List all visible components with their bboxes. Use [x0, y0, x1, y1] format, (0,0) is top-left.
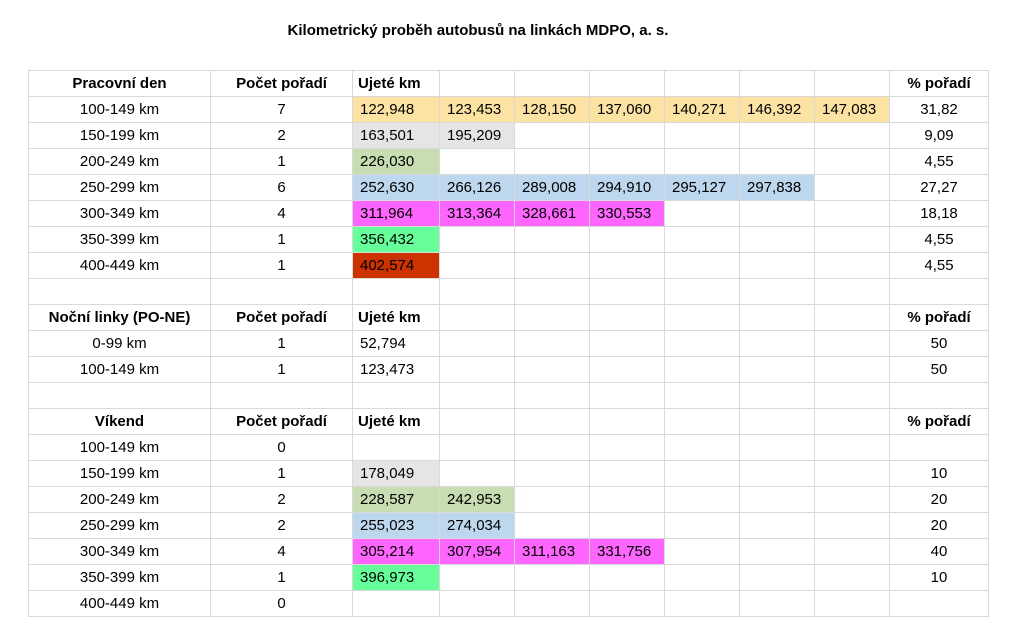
route-count: 1 — [211, 149, 353, 175]
empty-cell — [590, 409, 665, 435]
km-value-cell: 255,023 — [353, 513, 440, 539]
empty-cell — [590, 487, 665, 513]
empty-cell — [815, 123, 890, 149]
empty-cell — [665, 123, 740, 149]
empty-cell — [211, 279, 353, 305]
empty-cell — [515, 461, 590, 487]
empty-cell — [740, 461, 815, 487]
km-value-cell: 313,364 — [440, 201, 515, 227]
km-value-cell: 274,034 — [440, 513, 515, 539]
empty-cell — [353, 435, 440, 461]
km-value-cell: 178,049 — [353, 461, 440, 487]
route-count: 1 — [211, 331, 353, 357]
empty-cell — [590, 227, 665, 253]
km-value-cell: 356,432 — [353, 227, 440, 253]
km-range: 250-299 km — [29, 175, 211, 201]
empty-cell — [665, 539, 740, 565]
empty-cell — [515, 149, 590, 175]
section-title: Noční linky (PO-NE) — [29, 305, 211, 331]
km-value-cell: 147,083 — [815, 97, 890, 123]
percent-value: 4,55 — [890, 227, 989, 253]
empty-cell — [353, 383, 440, 409]
empty-cell — [515, 409, 590, 435]
empty-cell — [211, 383, 353, 409]
percent-value: 4,55 — [890, 149, 989, 175]
route-count: 6 — [211, 175, 353, 201]
km-value-cell: 289,008 — [515, 175, 590, 201]
empty-cell — [815, 539, 890, 565]
km-value-cell: 295,127 — [665, 175, 740, 201]
route-count: 2 — [211, 513, 353, 539]
km-header: Ujeté km — [353, 71, 440, 97]
empty-cell — [590, 461, 665, 487]
empty-cell — [665, 227, 740, 253]
table-row — [29, 331, 989, 357]
section-header-row — [29, 409, 989, 435]
empty-cell — [353, 591, 440, 617]
km-range: 300-349 km — [29, 539, 211, 565]
empty-cell — [740, 435, 815, 461]
km-range: 200-249 km — [29, 149, 211, 175]
km-value-cell: 294,910 — [590, 175, 665, 201]
empty-cell — [740, 123, 815, 149]
km-range: 0-99 km — [29, 331, 211, 357]
empty-cell — [590, 565, 665, 591]
empty-cell — [890, 279, 989, 305]
table-row — [29, 201, 989, 227]
empty-cell — [665, 305, 740, 331]
empty-cell — [29, 383, 211, 409]
km-value-cell: 266,126 — [440, 175, 515, 201]
empty-cell — [815, 565, 890, 591]
percent-value: 31,82 — [890, 97, 989, 123]
percent-value — [890, 435, 989, 461]
empty-cell — [590, 591, 665, 617]
empty-cell — [590, 279, 665, 305]
empty-cell — [815, 435, 890, 461]
percent-value: 18,18 — [890, 201, 989, 227]
route-count: 7 — [211, 97, 353, 123]
empty-cell — [515, 331, 590, 357]
empty-cell — [740, 591, 815, 617]
table-row — [29, 435, 989, 461]
table-row — [29, 461, 989, 487]
table-row — [29, 97, 989, 123]
empty-cell — [515, 513, 590, 539]
km-range: 150-199 km — [29, 461, 211, 487]
route-count: 2 — [211, 123, 353, 149]
empty-cell — [815, 357, 890, 383]
percent-value: 27,27 — [890, 175, 989, 201]
km-value-cell: 396,973 — [353, 565, 440, 591]
empty-cell — [740, 539, 815, 565]
empty-cell — [440, 279, 515, 305]
empty-cell — [515, 279, 590, 305]
empty-cell — [815, 201, 890, 227]
document-title: Kilometrický proběh autobusů na linkách MDPO, a. s. — [287, 22, 669, 39]
empty-cell — [665, 565, 740, 591]
empty-cell — [815, 227, 890, 253]
percent-value: 20 — [890, 487, 989, 513]
empty-cell — [740, 487, 815, 513]
empty-cell — [515, 591, 590, 617]
empty-cell — [440, 227, 515, 253]
km-value-cell: 140,271 — [665, 97, 740, 123]
empty-cell — [665, 487, 740, 513]
empty-cell — [590, 331, 665, 357]
route-count: 4 — [211, 201, 353, 227]
km-value-cell: 252,630 — [353, 175, 440, 201]
empty-cell — [440, 435, 515, 461]
km-value-cell: 123,453 — [440, 97, 515, 123]
empty-cell — [740, 253, 815, 279]
empty-cell — [515, 383, 590, 409]
percent-value: 4,55 — [890, 253, 989, 279]
km-value-cell: 311,964 — [353, 201, 440, 227]
section-header-row — [29, 71, 989, 97]
km-range: 300-349 km — [29, 201, 211, 227]
table-row — [29, 357, 989, 383]
empty-cell — [740, 513, 815, 539]
percent-header: % pořadí — [890, 305, 989, 331]
empty-cell — [515, 357, 590, 383]
empty-cell — [665, 71, 740, 97]
table-row — [29, 591, 989, 617]
table-row — [29, 487, 989, 513]
empty-cell — [515, 305, 590, 331]
empty-cell — [815, 149, 890, 175]
empty-cell — [665, 357, 740, 383]
empty-cell — [515, 123, 590, 149]
empty-cell — [815, 461, 890, 487]
percent-value: 9,09 — [890, 123, 989, 149]
route-count: 1 — [211, 227, 353, 253]
empty-cell — [665, 409, 740, 435]
percent-value: 10 — [890, 565, 989, 591]
route-count: 4 — [211, 539, 353, 565]
empty-cell — [665, 253, 740, 279]
count-header: Počet pořadí — [211, 71, 353, 97]
percent-value: 20 — [890, 513, 989, 539]
empty-cell — [665, 383, 740, 409]
km-value-cell: 137,060 — [590, 97, 665, 123]
table-row — [29, 565, 989, 591]
table-row — [29, 123, 989, 149]
empty-cell — [815, 279, 890, 305]
empty-cell — [440, 149, 515, 175]
empty-cell — [665, 279, 740, 305]
table-row — [29, 175, 989, 201]
empty-cell — [740, 227, 815, 253]
empty-cell — [440, 305, 515, 331]
km-value-cell: 195,209 — [440, 123, 515, 149]
empty-cell — [740, 357, 815, 383]
count-header: Počet pořadí — [211, 409, 353, 435]
empty-cell — [815, 331, 890, 357]
empty-cell — [815, 409, 890, 435]
km-value-cell: 146,392 — [740, 97, 815, 123]
table-row — [29, 149, 989, 175]
route-count: 1 — [211, 357, 353, 383]
km-header: Ujeté km — [353, 409, 440, 435]
empty-cell — [440, 591, 515, 617]
empty-cell — [815, 175, 890, 201]
km-range: 100-149 km — [29, 97, 211, 123]
km-value-cell: 307,954 — [440, 539, 515, 565]
empty-cell — [740, 331, 815, 357]
route-count: 1 — [211, 565, 353, 591]
empty-cell — [665, 331, 740, 357]
empty-cell — [665, 513, 740, 539]
km-value-cell: 297,838 — [740, 175, 815, 201]
mileage-table — [28, 70, 989, 617]
empty-cell — [515, 71, 590, 97]
km-value-cell: 128,150 — [515, 97, 590, 123]
empty-cell — [740, 149, 815, 175]
table-row — [29, 539, 989, 565]
empty-cell — [740, 279, 815, 305]
route-count: 0 — [211, 591, 353, 617]
percent-value: 10 — [890, 461, 989, 487]
percent-value: 50 — [890, 331, 989, 357]
km-range: 350-399 km — [29, 227, 211, 253]
empty-cell — [440, 565, 515, 591]
empty-cell — [890, 383, 989, 409]
km-value-cell: 242,953 — [440, 487, 515, 513]
empty-cell — [515, 227, 590, 253]
empty-cell — [740, 383, 815, 409]
km-value-cell: 311,163 — [515, 539, 590, 565]
km-value-cell: 163,501 — [353, 123, 440, 149]
empty-cell — [590, 305, 665, 331]
empty-cell — [740, 305, 815, 331]
empty-cell — [665, 591, 740, 617]
percent-header: % pořadí — [890, 71, 989, 97]
table-row — [29, 253, 989, 279]
table-row — [29, 513, 989, 539]
empty-cell — [740, 71, 815, 97]
spacer-row — [29, 279, 989, 305]
empty-cell — [515, 435, 590, 461]
table-row — [29, 227, 989, 253]
km-range: 250-299 km — [29, 513, 211, 539]
km-range: 200-249 km — [29, 487, 211, 513]
empty-cell — [590, 253, 665, 279]
empty-cell — [440, 383, 515, 409]
empty-cell — [665, 149, 740, 175]
route-count: 1 — [211, 461, 353, 487]
empty-cell — [29, 279, 211, 305]
section-header-row — [29, 305, 989, 331]
empty-cell — [515, 253, 590, 279]
km-header: Ujeté km — [353, 305, 440, 331]
percent-header: % pořadí — [890, 409, 989, 435]
empty-cell — [665, 435, 740, 461]
km-range: 100-149 km — [29, 435, 211, 461]
km-range: 100-149 km — [29, 357, 211, 383]
empty-cell — [815, 305, 890, 331]
km-range: 150-199 km — [29, 123, 211, 149]
percent-value: 50 — [890, 357, 989, 383]
route-count: 1 — [211, 253, 353, 279]
km-value-cell: 52,794 — [353, 331, 440, 357]
empty-cell — [590, 149, 665, 175]
km-range: 400-449 km — [29, 253, 211, 279]
km-range: 350-399 km — [29, 565, 211, 591]
empty-cell — [665, 461, 740, 487]
empty-cell — [590, 383, 665, 409]
empty-cell — [590, 357, 665, 383]
km-value-cell: 330,553 — [590, 201, 665, 227]
percent-value — [890, 591, 989, 617]
empty-cell — [440, 331, 515, 357]
section-title: Víkend — [29, 409, 211, 435]
km-value-cell: 331,756 — [590, 539, 665, 565]
empty-cell — [515, 565, 590, 591]
km-range: 400-449 km — [29, 591, 211, 617]
empty-cell — [353, 279, 440, 305]
km-value-cell: 122,948 — [353, 97, 440, 123]
empty-cell — [590, 71, 665, 97]
empty-cell — [665, 201, 740, 227]
km-value-cell: 328,661 — [515, 201, 590, 227]
empty-cell — [440, 461, 515, 487]
empty-cell — [440, 357, 515, 383]
empty-cell — [440, 409, 515, 435]
route-count: 2 — [211, 487, 353, 513]
km-value-cell: 123,473 — [353, 357, 440, 383]
empty-cell — [815, 383, 890, 409]
km-value-cell: 305,214 — [353, 539, 440, 565]
empty-cell — [815, 513, 890, 539]
empty-cell — [740, 409, 815, 435]
empty-cell — [590, 123, 665, 149]
spacer-row — [29, 383, 989, 409]
section-title: Pracovní den — [29, 71, 211, 97]
km-value-cell: 402,574 — [353, 253, 440, 279]
empty-cell — [815, 71, 890, 97]
empty-cell — [740, 201, 815, 227]
empty-cell — [590, 435, 665, 461]
km-value-cell: 228,587 — [353, 487, 440, 513]
empty-cell — [590, 513, 665, 539]
empty-cell — [440, 71, 515, 97]
empty-cell — [815, 487, 890, 513]
route-count: 0 — [211, 435, 353, 461]
percent-value: 40 — [890, 539, 989, 565]
empty-cell — [440, 253, 515, 279]
count-header: Počet pořadí — [211, 305, 353, 331]
empty-cell — [815, 253, 890, 279]
empty-cell — [515, 487, 590, 513]
km-value-cell: 226,030 — [353, 149, 440, 175]
empty-cell — [740, 565, 815, 591]
empty-cell — [815, 591, 890, 617]
